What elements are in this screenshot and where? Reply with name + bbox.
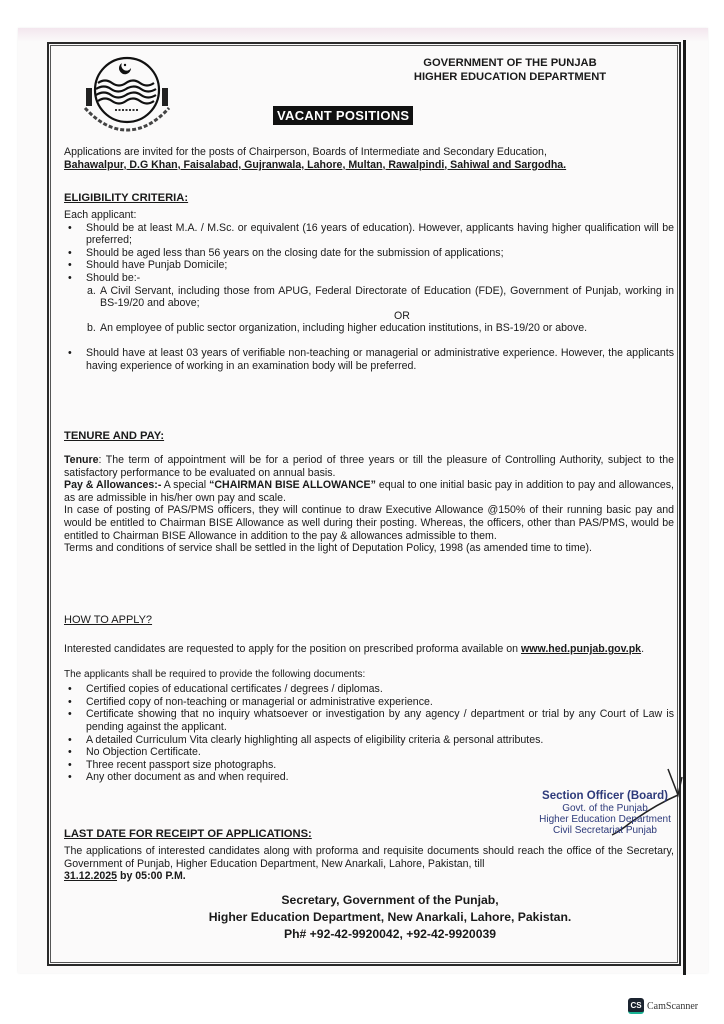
list-item: • Should have at least 03 years of verifiable non-teaching or managerial or administrative experience. However, the applicants having experience of working in an examination body will be preferred. <box>86 347 674 372</box>
sub-item-text: An employee of public sector organization, including higher education institutions, in BS-19/20 or above. <box>100 322 588 335</box>
eligibility-lead: Each applicant: <box>64 209 137 221</box>
stamp-line-3: Civil Secretariat Punjab <box>553 825 657 836</box>
deadline-time: by 05:00 P.M. <box>117 870 186 883</box>
camscanner-logo-icon: CS <box>628 998 644 1014</box>
experience-list <box>64 347 674 372</box>
apply-text: Interested candidates are requested to apply for the position on prescribed proforma available on <box>64 643 519 655</box>
website-link[interactable]: www.hed.punjab.gov.pk <box>521 643 642 655</box>
deadline-date: 31.12.2025 <box>64 870 118 883</box>
list-item: • No Objection Certificate. <box>86 746 674 759</box>
intro-paragraph <box>64 146 674 171</box>
org-line-2: HIGHER EDUCATION DEPARTMENT <box>413 71 607 83</box>
tenure-text: : The term of appointment will be for a period of three years or till the pleasure of Controlling Authority, subject to the satisfactory performance to be evaluated on annual basis. <box>64 454 674 479</box>
pay-paragraph <box>64 479 674 504</box>
camscanner-label: CamScanner <box>647 1000 699 1012</box>
last-date-text: The applications of interested candidates along with proforma and requisite documents should reach the office of the Secretary, Government of Punjab, Higher Education Department, New Anarkali, Lahore, Pakistan, till <box>64 845 674 870</box>
list-item: • Should be aged less than 56 years on the closing date for the submission of applications; <box>86 247 674 260</box>
list-item: • Should be:- <box>86 272 674 285</box>
sub-item-text: A Civil Servant, including those from APUG, Federal Directorate of Education (FDE), Government of Punjab, working in BS-19/20 and above; <box>100 284 674 310</box>
sub-item-label: b. <box>87 322 96 335</box>
official-stamp <box>515 790 695 836</box>
tenure-label: Tenure <box>64 454 99 466</box>
sub-item-label: a. <box>87 284 96 297</box>
eligibility-section <box>64 209 674 372</box>
camscanner-watermark <box>628 998 698 1014</box>
authority-line-1: Secretary, Government of the Punjab, <box>281 893 499 907</box>
list-item: • Certificate showing that no inquiry whatsoever or investigation by any agency / department or trial by any Court of Law is pending against the applicant. <box>86 708 674 733</box>
pay-text: A special <box>161 479 210 492</box>
or-separator: OR <box>394 309 410 322</box>
list-item: • A detailed Curriculum Vita clearly highlighting all aspects of eligibility criteria & personal attributes. <box>86 734 674 747</box>
last-date-section <box>64 845 674 883</box>
pas-pms-paragraph: In case of posting of PAS/PMS officers, they will continue to draw Executive Allowance @150% of their running basic pay and would be entitled to Chairman BISE Allowance as well during their posting. Whereas, the officers, other than PAS/PMS, would be entitled to Chairman BISE Allowance in addition to the pay & allowances admissible to them. <box>64 504 674 542</box>
docs-lead: The applicants shall be required to provide the following documents: <box>64 668 366 680</box>
tenure-pay-section <box>64 454 674 555</box>
org-line-1: GOVERNMENT OF THE PUNJAB <box>423 57 597 69</box>
list-item: • Should have Punjab Domicile; <box>86 259 674 272</box>
issuing-authority <box>150 892 630 943</box>
organization-header <box>340 56 680 84</box>
apply-suffix: . <box>641 643 645 655</box>
last-date-heading: LAST DATE FOR RECEIPT OF APPLICATIONS: <box>64 828 312 840</box>
allowance-name: “CHAIRMAN BISE ALLOWANCE” <box>209 479 376 492</box>
tenure-pay-heading: TENURE AND PAY: <box>64 430 165 442</box>
list-item: • Any other document as and when required. <box>86 771 674 784</box>
document-title: VACANT POSITIONS <box>273 106 413 125</box>
how-to-apply-heading: HOW TO APPLY? <box>64 614 153 626</box>
stamp-line-1: Govt. of the Punjab <box>562 803 648 814</box>
list-item: • Certified copies of educational certificates / degrees / diplomas. <box>86 683 674 696</box>
authority-phone: Ph# +92-42-9920042, +92-42-9920039 <box>283 927 497 941</box>
tenure-paragraph <box>64 454 674 479</box>
pay-label: Pay & Allowances:- <box>64 479 162 492</box>
paper-edge-tint <box>18 28 708 42</box>
punjab-emblem-icon <box>77 50 177 138</box>
terms-paragraph: Terms and conditions of service shall be settled in the light of Deputation Policy, 1998 (as amended time to time). <box>64 542 593 555</box>
list-item: • Three recent passport size photographs. <box>86 759 674 772</box>
list-item: • Should be at least M.A. / M.Sc. or equivalent (16 years of education). However, applicants having higher qualification will be preferred; <box>86 222 674 247</box>
sub-list-item <box>87 284 674 310</box>
stamp-line-2: Higher Education Department <box>539 814 671 825</box>
intro-text: Applications are invited for the posts of Chairperson, Boards of Intermediate and Secondary Education, <box>64 146 547 158</box>
how-to-apply-section <box>64 643 674 784</box>
sub-list-item <box>87 322 674 335</box>
eligibility-heading: ELIGIBILITY CRITERIA: <box>64 192 189 204</box>
authority-line-2: Higher Education Department, New Anarkali, Lahore, Pakistan. <box>208 910 572 924</box>
list-item: • Certified copy of non-teaching or managerial or administrative experience. <box>86 696 674 709</box>
intro-cities: Bahawalpur, D.G Khan, Faisalabad, Gujranwala, Lahore, Multan, Rawalpindi, Sahiwal and Sargodha. <box>64 158 567 171</box>
apply-paragraph <box>64 643 674 656</box>
eligibility-list <box>64 222 674 285</box>
pay-text: equal to one initial basic pay in addition to pay and allowances, as are admissible in his/her own pay and scale. <box>64 479 674 504</box>
stamp-title: Section Officer (Board) <box>542 790 668 802</box>
eligibility-sub-list <box>64 285 674 335</box>
